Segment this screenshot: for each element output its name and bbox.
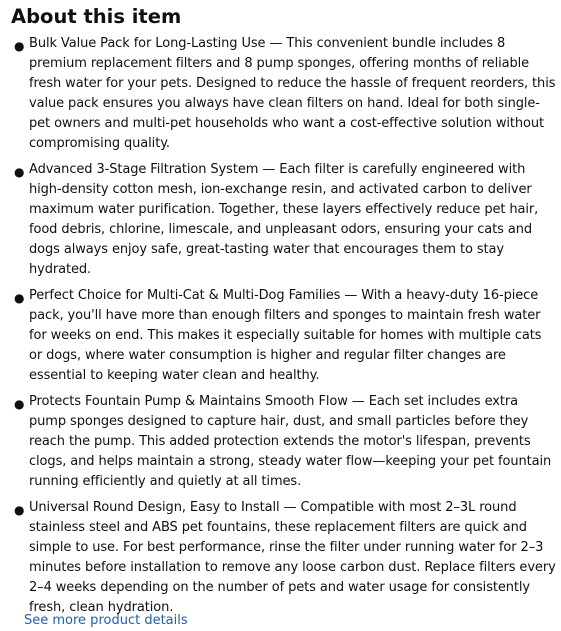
bullet-dot-icon: ● xyxy=(14,165,25,179)
feature-bullet xyxy=(11,160,556,280)
feature-bullet-list xyxy=(11,34,556,618)
feature-bullet xyxy=(11,34,556,154)
feature-bullet-text: Perfect Choice for Multi-Cat & Multi-Dog Families — With a heavy-duty 16-piece pack, you'll have more than enough filters and sponges to maintain fresh water for weeks on end. This makes it especially suitable for homes with multiple cats or dogs, where water consumption is higher and regular filter changes are essential to keeping water clean and healthy. xyxy=(29,288,542,383)
about-this-item-section xyxy=(11,4,556,624)
feature-bullet xyxy=(11,498,556,618)
bullet-dot-icon: ● xyxy=(14,39,25,53)
feature-bullet-text: Protects Fountain Pump & Maintains Smooth Flow — Each set includes extra pump sponges designed to capture hair, dust, and small particles before they reach the pump. This added protection extends the motor's lifespan, prevents clogs, and helps maintain a strong, steady water flow—keeping your pet fountain running efficiently and quietly at all times. xyxy=(29,394,552,489)
see-more-details-link[interactable]: See more product details xyxy=(24,613,188,628)
feature-bullet xyxy=(11,392,556,492)
bullet-dot-icon: ● xyxy=(14,291,25,305)
section-title: About this item xyxy=(11,5,182,28)
feature-bullet xyxy=(11,286,556,386)
feature-bullet-text: Bulk Value Pack for Long-Lasting Use — This convenient bundle includes 8 premium replacement filters and 8 pump sponges, offering months of reliable fresh water for your pets. Designed to reduce the hassle of frequent reorders, this value pack ensures you always have clean filters on hand. Ideal for both single-pet owners and multi-pet households who want a cost-effective solution without compromising quality. xyxy=(29,36,556,151)
feature-bullet-text: Universal Round Design, Easy to Install — Compatible with most 2–3L round stainless steel and ABS pet fountains, these replacement filters are quick and simple to use. For best performance, rinse the filter under running water for 2–3 minutes before installation to remove any loose carbon dust. Replace filters every 2–4 weeks depending on the number of pets and water usage for consistently fresh, clean hydration. xyxy=(29,500,556,615)
feature-bullet-text: Advanced 3-Stage Filtration System — Each filter is carefully engineered with high-density cotton mesh, ion-exchange resin, and activated carbon to deliver maximum water purification. Together, these layers effectively reduce pet hair, food debris, chlorine, limescale, and unpleasant odors, ensuring your cats and dogs always enjoy safe, great-tasting water that encourages them to stay hydrated. xyxy=(29,162,539,277)
bullet-dot-icon: ● xyxy=(14,503,25,517)
bullet-dot-icon: ● xyxy=(14,397,25,411)
